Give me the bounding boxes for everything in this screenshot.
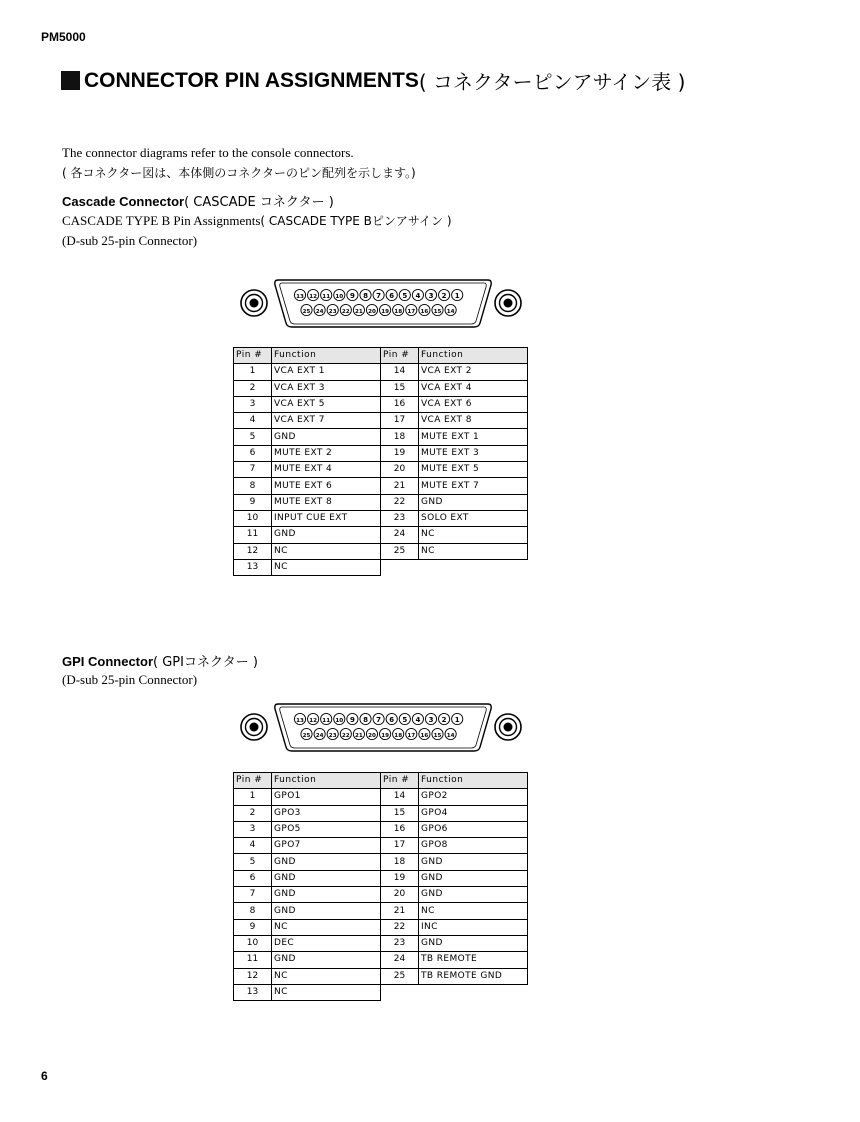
table-row	[234, 527, 528, 543]
pin-number-cell: 19	[381, 445, 419, 461]
svg-text:10: 10	[335, 717, 344, 724]
pin-number-cell: 25	[381, 968, 419, 984]
function-cell: MUTE EXT 2	[272, 445, 381, 461]
svg-text:7: 7	[376, 291, 382, 300]
svg-text:16: 16	[420, 732, 429, 739]
mounting-screw-icon	[495, 714, 521, 740]
function-cell: NC	[272, 968, 381, 984]
function-cell: GPO5	[272, 821, 381, 837]
function-cell	[419, 559, 528, 575]
pin-number-cell: 15	[381, 805, 419, 821]
connector-pin	[340, 728, 351, 739]
pin-number-cell: 7	[234, 887, 272, 903]
connector-pin	[399, 289, 410, 300]
function-cell: GND	[272, 527, 381, 543]
connector-pin	[321, 713, 332, 724]
pin-number-cell: 5	[234, 429, 272, 445]
function-cell: MUTE EXT 7	[419, 478, 528, 494]
function-cell: GND	[419, 494, 528, 510]
page-title-en: CONNECTOR PIN ASSIGNMENTS	[84, 68, 419, 92]
function-cell: INC	[419, 919, 528, 935]
connector-pin	[425, 713, 436, 724]
connector-pin	[425, 289, 436, 300]
table-row	[234, 478, 528, 494]
connector-pin	[452, 289, 463, 300]
svg-text:8: 8	[363, 715, 368, 724]
function-cell: VCA EXT 1	[272, 364, 381, 380]
pin-number-cell: 10	[234, 510, 272, 526]
function-cell: GPO8	[419, 838, 528, 854]
svg-text:24: 24	[315, 732, 324, 739]
pin-number-cell: 3	[234, 396, 272, 412]
connector-pin	[360, 289, 371, 300]
gpi-connector-type: (D-sub 25-pin Connector)	[62, 672, 198, 687]
connector-pin	[432, 304, 443, 315]
svg-text:6: 6	[389, 291, 395, 300]
function-cell: MUTE EXT 4	[272, 462, 381, 478]
pin-header: Pin #	[234, 773, 272, 789]
pin-number-cell: 7	[234, 462, 272, 478]
svg-text:25: 25	[302, 308, 311, 315]
connector-pin	[308, 713, 319, 724]
svg-text:13: 13	[296, 717, 304, 724]
svg-text:14: 14	[446, 732, 455, 739]
connector-pin	[294, 289, 305, 300]
connector-pin	[386, 289, 397, 300]
pin-number-cell: 3	[234, 821, 272, 837]
function-cell	[419, 984, 528, 1000]
function-cell: SOLO EXT	[419, 510, 528, 526]
gpi-title-jp: ( GPIコネクター )	[153, 655, 258, 670]
connector-pin	[452, 713, 463, 724]
table-row	[234, 805, 528, 821]
function-cell: MUTE EXT 6	[272, 478, 381, 494]
function-cell: GND	[272, 870, 381, 886]
svg-text:19: 19	[381, 732, 389, 739]
connector-pin	[412, 289, 423, 300]
svg-text:7: 7	[376, 715, 382, 724]
connector-pin	[419, 304, 430, 315]
function-cell: NC	[272, 919, 381, 935]
table-row	[234, 984, 528, 1000]
connector-pin	[380, 304, 391, 315]
pin-number-cell: 13	[234, 984, 272, 1000]
connector-pin	[301, 728, 312, 739]
svg-text:23: 23	[328, 308, 337, 315]
function-cell: NC	[272, 984, 381, 1000]
table-row	[234, 789, 528, 805]
function-cell: NC	[419, 543, 528, 559]
pin-number-cell: 20	[381, 462, 419, 478]
pin-number-cell: 13	[234, 559, 272, 575]
svg-text:12: 12	[309, 717, 317, 724]
svg-text:8: 8	[363, 291, 368, 300]
connector-pin	[399, 713, 410, 724]
cascade-title-jp: ( CASCADE コネクター )	[184, 195, 334, 210]
connector-shell	[275, 280, 491, 327]
pin-number-cell: 16	[381, 821, 419, 837]
function-cell: MUTE EXT 3	[419, 445, 528, 461]
pin-number-cell: 4	[234, 838, 272, 854]
function-cell: GND	[272, 429, 381, 445]
function-cell: VCA EXT 8	[419, 413, 528, 429]
connector-pin	[366, 728, 377, 739]
model-label: PM5000	[41, 30, 86, 44]
pin-number-cell: 20	[381, 887, 419, 903]
function-cell: GPO3	[272, 805, 381, 821]
mounting-screw-icon	[495, 290, 521, 316]
function-cell: INPUT CUE EXT	[272, 510, 381, 526]
pin-number-cell	[381, 559, 419, 575]
connector-pin	[373, 713, 384, 724]
connector-pin	[419, 728, 430, 739]
pin-number-cell: 23	[381, 510, 419, 526]
table-row	[234, 887, 528, 903]
svg-text:20: 20	[368, 308, 376, 315]
svg-text:16: 16	[420, 308, 429, 315]
table-row	[234, 935, 528, 951]
pin-header: Pin #	[381, 773, 419, 789]
table-header-row	[234, 348, 528, 364]
svg-text:9: 9	[349, 291, 355, 300]
function-cell: GND	[419, 935, 528, 951]
pin-number-cell: 1	[234, 364, 272, 380]
pin-number-cell: 18	[381, 429, 419, 445]
pin-number-cell: 21	[381, 478, 419, 494]
table-row	[234, 968, 528, 984]
table-row	[234, 559, 528, 575]
svg-text:18: 18	[394, 732, 403, 739]
connector-pin	[380, 728, 391, 739]
connector-pin	[334, 289, 345, 300]
table-row	[234, 462, 528, 478]
function-cell: MUTE EXT 1	[419, 429, 528, 445]
gpi-dsub-connector-diagram	[238, 698, 528, 756]
pin-number-cell: 1	[234, 789, 272, 805]
pin-number-cell: 5	[234, 854, 272, 870]
pin-number-cell: 11	[234, 952, 272, 968]
svg-text:17: 17	[407, 732, 416, 739]
function-cell: GPO1	[272, 789, 381, 805]
function-cell: GND	[272, 854, 381, 870]
svg-text:1: 1	[454, 291, 460, 300]
connector-pin	[366, 304, 377, 315]
svg-text:15: 15	[433, 732, 442, 739]
pin-number-cell: 2	[234, 805, 272, 821]
connector-pin	[321, 289, 332, 300]
cascade-dsub-connector-diagram	[238, 274, 528, 332]
function-cell: GND	[272, 903, 381, 919]
connector-pin	[386, 713, 397, 724]
connector-pin	[445, 728, 456, 739]
connector-pin	[406, 304, 417, 315]
gpi-title-en: GPI Connector	[62, 654, 154, 669]
pin-number-cell: 6	[234, 445, 272, 461]
connector-pin	[314, 728, 325, 739]
cascade-pin-table	[233, 347, 528, 576]
pin-number-cell: 11	[234, 527, 272, 543]
function-cell: GPO4	[419, 805, 528, 821]
svg-text:6: 6	[389, 715, 395, 724]
pin-number-cell: 15	[381, 380, 419, 396]
function-cell: NC	[272, 559, 381, 575]
pin-number-cell: 22	[381, 919, 419, 935]
intro-text-jp: ( 各コネクター図は、本体側のコネクターのピン配列を示します。)	[62, 166, 416, 180]
table-row	[234, 903, 528, 919]
connector-pin	[406, 728, 417, 739]
connector-pin	[393, 304, 404, 315]
connector-pin	[340, 304, 351, 315]
svg-text:4: 4	[415, 291, 421, 300]
cascade-title-en: Cascade Connector	[62, 194, 185, 209]
connector-pin	[308, 289, 319, 300]
connector-pin	[334, 713, 345, 724]
svg-text:20: 20	[368, 732, 376, 739]
pin-number-cell: 14	[381, 789, 419, 805]
function-cell: VCA EXT 2	[419, 364, 528, 380]
svg-text:14: 14	[446, 308, 455, 315]
pin-number-cell: 9	[234, 494, 272, 510]
svg-text:22: 22	[341, 308, 350, 315]
function-cell: NC	[272, 543, 381, 559]
svg-text:21: 21	[355, 732, 363, 739]
svg-text:25: 25	[302, 732, 311, 739]
function-header: Function	[419, 773, 528, 789]
connector-pin	[327, 304, 338, 315]
gpi-pin-table	[233, 772, 528, 1001]
cascade-section-title	[62, 191, 334, 210]
svg-text:22: 22	[341, 732, 350, 739]
pin-header: Pin #	[234, 348, 272, 364]
function-cell: GND	[272, 952, 381, 968]
cascade-subtitle-jp: ( CASCADE TYPE Bピンアサイン )	[260, 214, 452, 228]
svg-text:5: 5	[402, 291, 408, 300]
table-row	[234, 854, 528, 870]
pin-number-cell: 8	[234, 478, 272, 494]
gpi-section-title	[62, 651, 258, 670]
function-cell: VCA EXT 6	[419, 396, 528, 412]
svg-text:1: 1	[454, 715, 460, 724]
pin-number-cell: 24	[381, 952, 419, 968]
pin-number-cell: 10	[234, 935, 272, 951]
page-title	[61, 66, 685, 95]
connector-pin	[393, 728, 404, 739]
connector-pin	[347, 289, 358, 300]
title-square-icon	[61, 71, 80, 90]
connector-pin	[294, 713, 305, 724]
function-cell: GPO2	[419, 789, 528, 805]
table-row	[234, 821, 528, 837]
mounting-screw-icon	[241, 714, 267, 740]
svg-text:2: 2	[441, 291, 447, 300]
svg-text:24: 24	[315, 308, 324, 315]
pin-number-cell: 16	[381, 396, 419, 412]
function-cell: GND	[272, 887, 381, 903]
function-header: Function	[272, 773, 381, 789]
table-row	[234, 919, 528, 935]
svg-text:4: 4	[415, 715, 421, 724]
connector-shell	[275, 704, 491, 751]
connector-pin	[445, 304, 456, 315]
function-cell: MUTE EXT 8	[272, 494, 381, 510]
function-cell: TB REMOTE GND	[419, 968, 528, 984]
connector-pin	[353, 728, 364, 739]
svg-text:3: 3	[428, 715, 434, 724]
function-cell: VCA EXT 5	[272, 396, 381, 412]
connector-pin	[412, 713, 423, 724]
table-row	[234, 380, 528, 396]
svg-text:17: 17	[407, 308, 416, 315]
table-row	[234, 429, 528, 445]
mounting-screw-icon	[241, 290, 267, 316]
intro-text: The connector diagrams refer to the console connectors.	[62, 145, 354, 160]
svg-text:10: 10	[335, 293, 344, 300]
table-row	[234, 494, 528, 510]
function-cell: GND	[419, 887, 528, 903]
pin-number-cell: 17	[381, 838, 419, 854]
function-cell: VCA EXT 3	[272, 380, 381, 396]
table-row	[234, 838, 528, 854]
function-cell: NC	[419, 527, 528, 543]
svg-text:12: 12	[309, 293, 317, 300]
svg-text:15: 15	[433, 308, 442, 315]
pin-number-cell: 12	[234, 968, 272, 984]
svg-text:9: 9	[349, 715, 355, 724]
table-row	[234, 364, 528, 380]
function-cell: MUTE EXT 5	[419, 462, 528, 478]
connector-pin	[353, 304, 364, 315]
svg-text:11: 11	[322, 717, 331, 724]
table-header-row	[234, 773, 528, 789]
function-header: Function	[272, 348, 381, 364]
table-row	[234, 870, 528, 886]
pin-number-cell: 9	[234, 919, 272, 935]
pin-number-cell: 14	[381, 364, 419, 380]
pin-number-cell: 2	[234, 380, 272, 396]
svg-text:21: 21	[355, 308, 363, 315]
page-title-jp: ( コネクターピンアサイン表 )	[418, 70, 686, 94]
function-cell: GPO6	[419, 821, 528, 837]
connector-pin	[347, 713, 358, 724]
function-cell: TB REMOTE	[419, 952, 528, 968]
function-cell: NC	[419, 903, 528, 919]
svg-text:23: 23	[328, 732, 337, 739]
table-row	[234, 396, 528, 412]
table-row	[234, 952, 528, 968]
function-cell: DEC	[272, 935, 381, 951]
pin-number-cell: 23	[381, 935, 419, 951]
connector-pin	[373, 289, 384, 300]
svg-text:11: 11	[322, 293, 331, 300]
function-cell: VCA EXT 7	[272, 413, 381, 429]
cascade-subtitle	[62, 212, 452, 229]
svg-text:18: 18	[394, 308, 403, 315]
pin-number-cell: 8	[234, 903, 272, 919]
pin-number-cell: 6	[234, 870, 272, 886]
connector-pin	[301, 304, 312, 315]
pin-number-cell: 21	[381, 903, 419, 919]
pin-number-cell: 4	[234, 413, 272, 429]
table-row	[234, 510, 528, 526]
function-cell: VCA EXT 4	[419, 380, 528, 396]
pin-number-cell: 12	[234, 543, 272, 559]
svg-text:5: 5	[402, 715, 408, 724]
pin-number-cell: 22	[381, 494, 419, 510]
function-cell: GPO7	[272, 838, 381, 854]
function-cell: GND	[419, 854, 528, 870]
table-row	[234, 543, 528, 559]
table-row	[234, 413, 528, 429]
connector-pin	[360, 713, 371, 724]
pin-number-cell: 17	[381, 413, 419, 429]
svg-text:13: 13	[296, 293, 304, 300]
connector-pin	[439, 289, 450, 300]
svg-text:3: 3	[428, 291, 434, 300]
svg-text:19: 19	[381, 308, 389, 315]
pin-number-cell: 25	[381, 543, 419, 559]
connector-pin	[314, 304, 325, 315]
pin-header: Pin #	[381, 348, 419, 364]
pin-number-cell	[381, 984, 419, 1000]
cascade-subtitle-en: CASCADE TYPE B Pin Assignments	[62, 213, 261, 228]
pin-number-cell: 19	[381, 870, 419, 886]
page-number: 6	[41, 1069, 48, 1083]
cascade-connector-type: (D-sub 25-pin Connector)	[62, 233, 198, 248]
pin-number-cell: 18	[381, 854, 419, 870]
table-row	[234, 445, 528, 461]
connector-pin	[439, 713, 450, 724]
connector-pin	[432, 728, 443, 739]
function-header: Function	[419, 348, 528, 364]
svg-text:2: 2	[441, 715, 447, 724]
function-cell: GND	[419, 870, 528, 886]
pin-number-cell: 24	[381, 527, 419, 543]
connector-pin	[327, 728, 338, 739]
